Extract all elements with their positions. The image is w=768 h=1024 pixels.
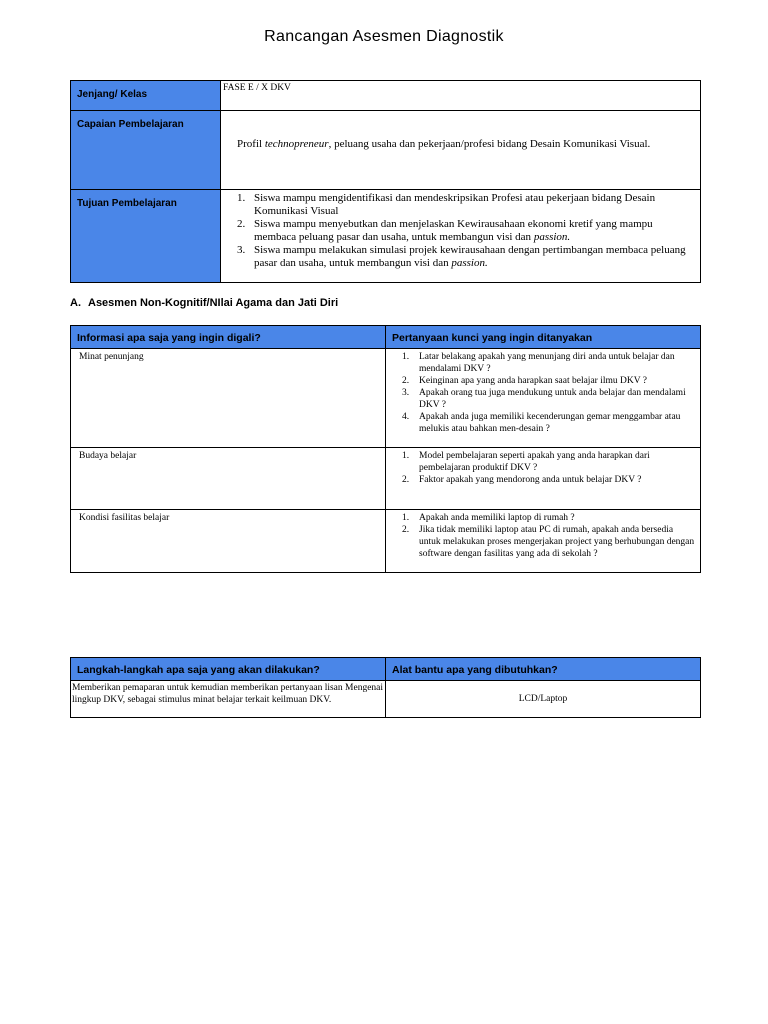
list-item — [386, 411, 696, 435]
header-langkah-cell — [71, 658, 386, 681]
label-jenjang-cell — [71, 81, 221, 111]
tool-text: LCD/Laptop — [518, 694, 568, 704]
tool-cell — [386, 681, 701, 718]
value-tujuan-cell — [221, 190, 701, 283]
info-cell — [71, 510, 386, 573]
list-number: 4. — [402, 412, 410, 422]
list-text: Jika tidak memiliki laptop atau PC di rumah, apakah anda bersedia untuk melakukan proses mengerjakan project yang berhubungan dengan software dengan fasilitas yang ada di sekolah ? — [419, 525, 695, 559]
assessment-table — [70, 325, 701, 573]
step-cell — [71, 681, 386, 718]
value-jenjang-cell — [221, 81, 701, 111]
list-text: Apakah anda memiliki laptop di rumah ? — [419, 513, 575, 523]
info-cell — [71, 448, 386, 510]
list-number: 2. — [402, 376, 410, 386]
info-cell — [71, 349, 386, 448]
header-alat-cell — [386, 658, 701, 681]
value-capaian-cell — [221, 111, 701, 190]
value-jenjang: FASE E / X DKV — [223, 83, 291, 93]
header-informasi-cell — [71, 326, 386, 349]
label-capaian: Capaian Pembelajaran — [77, 119, 184, 130]
list-number: 2. — [402, 475, 410, 485]
header-informasi: Informasi apa saja yang ingin digali? — [77, 332, 261, 344]
list-text: Siswa mampu mengidentifikasi dan mendeskripsikan Profesi atau pekerjaan bidang Desain Komunikasi Visual — [254, 192, 656, 217]
questions-cell — [386, 448, 701, 510]
info-kondisi: Kondisi fasilitas belajar — [79, 513, 170, 523]
list-item — [386, 450, 696, 474]
value-capaian-rest: , peluang usaha dan pekerjaan/profesi bidang Desain Komunikasi Visual. — [328, 138, 651, 150]
label-tujuan: Tujuan Pembelajaran — [77, 198, 177, 209]
list-text-italic: passion. — [533, 231, 571, 243]
header-pertanyaan-cell — [386, 326, 701, 349]
list-item — [221, 244, 690, 270]
list-item — [386, 351, 696, 375]
list-item — [386, 387, 696, 411]
questions-cell — [386, 510, 701, 573]
info-minat: Minat penunjang — [79, 352, 144, 362]
value-capaian — [221, 111, 700, 151]
list-number: 3. — [402, 388, 410, 398]
value-capaian-italic: technopreneur — [264, 138, 329, 150]
list-number: 1. — [402, 352, 410, 362]
list-item — [221, 218, 690, 244]
step-text: Memberikan pemaparan untuk kemudian memberikan pertanyaan lisan Mengenai lingkup DKV, sebagai stimulus minat belajar terkait keilmuan DKV. — [72, 683, 384, 705]
questions-list — [386, 510, 700, 560]
list-text: Siswa mampu melakukan simulasi projek kewirausahaan dengan pertimbangan membaca peluang pasar dan usaha, untuk membangun visi dan — [254, 244, 686, 269]
questions-list — [386, 349, 700, 435]
header-alat: Alat bantu apa yang dibutuhkan? — [392, 664, 558, 676]
list-number: 2. — [402, 525, 410, 535]
info-budaya: Budaya belajar — [79, 451, 137, 461]
label-jenjang: Jenjang/ Kelas — [77, 89, 148, 100]
label-tujuan-cell — [71, 190, 221, 283]
list-number: 1. — [237, 192, 246, 204]
list-text: Model pembelajaran seperti apakah yang anda harapkan dari pembelajaran produktif DKV ? — [419, 451, 650, 473]
list-text: Siswa mampu menyebutkan dan menjelaskan Kewirausahaan ekonomi kretif yang mampu membaca peluang pasar dan usaha, untuk membangun visi dan — [254, 218, 653, 243]
section-letter: A. — [70, 297, 81, 309]
list-text-italic: passion. — [451, 257, 488, 269]
header-langkah: Langkah-langkah apa saja yang akan dilakukan? — [77, 664, 320, 676]
list-item — [386, 524, 696, 560]
list-text: Faktor apakah yang mendorong anda untuk belajar DKV ? — [419, 475, 642, 485]
list-item — [221, 192, 690, 218]
list-item — [386, 375, 696, 387]
value-capaian-plain: Profil — [237, 138, 265, 150]
list-text: Apakah anda juga memiliki kecenderungan gemar menggambar atau melukis atau bahkan men-desain ? — [419, 412, 681, 434]
questions-list — [386, 448, 700, 486]
list-number: 1. — [402, 451, 410, 461]
info-table — [70, 80, 701, 283]
list-item — [386, 474, 696, 486]
tujuan-list — [221, 190, 700, 270]
section-title: Asesmen Non-Kognitif/NIlai Agama dan Jati Diri — [88, 297, 339, 309]
list-text: Keinginan apa yang anda harapkan saat belajar ilmu DKV ? — [419, 376, 647, 386]
list-text: Latar belakang apakah yang menunjang diri anda untuk belajar dan mendalami DKV ? — [419, 352, 675, 374]
questions-cell — [386, 349, 701, 448]
page-title: Rancangan Asesmen Diagnostik — [264, 28, 504, 45]
list-item — [386, 512, 696, 524]
list-text: Apakah orang tua juga mendukung untuk anda belajar dan mendalami DKV ? — [419, 388, 686, 410]
steps-table — [70, 657, 701, 718]
section-a-heading — [70, 297, 338, 309]
label-capaian-cell — [71, 111, 221, 190]
list-number: 1. — [402, 513, 410, 523]
list-number: 2. — [237, 218, 246, 230]
list-number: 3. — [237, 244, 246, 256]
header-pertanyaan: Pertanyaan kunci yang ingin ditanyakan — [392, 332, 593, 344]
